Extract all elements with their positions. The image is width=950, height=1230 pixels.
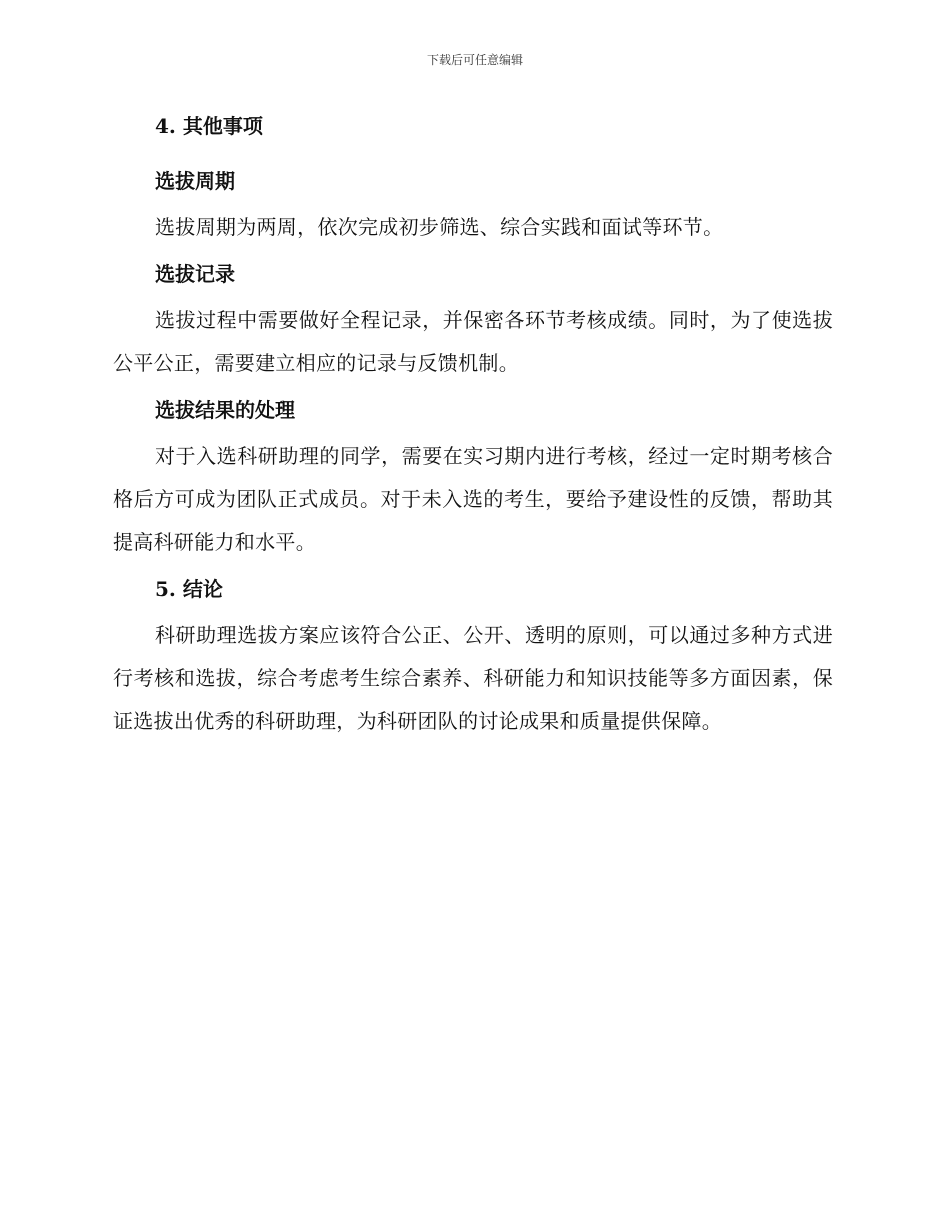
section-heading-other-matters: 4. 其他事项 [155,114,263,138]
page-header: 下载后可任意编辑 [426,53,523,67]
section-heading-conclusion: 5. 结论 [155,577,223,601]
subheading-selection-record: 选拔记录 [155,262,235,286]
paragraph-selection-record: 选拔过程中需要做好全程记录，并保密各环节考核成绩。同时，为了使选拔公平公正，需要建立相应的记录与反馈机制。 [113,308,833,375]
document-body [113,108,833,743]
subheading-selection-result: 选拔结果的处理 [155,398,295,422]
subheading-selection-period: 选拔周期 [155,169,235,193]
paragraph-conclusion: 科研助理选拔方案应该符合公正、公开、透明的原则，可以通过多种方式进行考核和选拔，综合考虑考生综合素养、科研能力和知识技能等多方面因素，保证选拔出优秀的科研助理，为科研团队的讨论成果和质量提供保障。 [113,623,833,733]
paragraph-selection-period: 选拔周期为两周，依次完成初步筛选、综合实践和面试等环节。 [155,215,724,239]
paragraph-selection-result: 对于入选科研助理的同学，需要在实习期内进行考核，经过一定时期考核合格后方可成为团队正式成员。对于未入选的考生，要给予建设性的反馈，帮助其提高科研能力和水平。 [113,444,833,554]
